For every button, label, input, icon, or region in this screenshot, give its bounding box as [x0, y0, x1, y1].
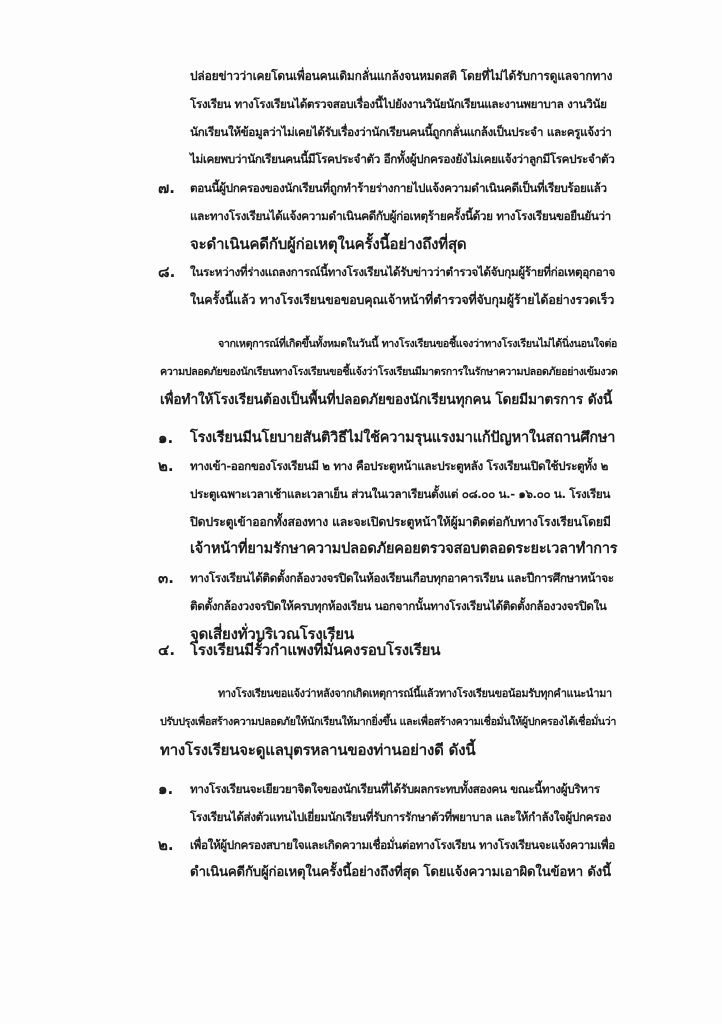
- list-number: ๗.: [158, 179, 175, 197]
- list-item-line: จะดำเนินคดีกับผู้ก่อเหตุในครั้งนี้อย่างถึงที่สุด: [190, 234, 467, 253]
- list-number: ๒.: [158, 836, 174, 854]
- list-item-line: ทางเข้า-ออกของโรงเรียนมี ๒ ทาง คือประตูหน้าและประตูหลัง โรงเรียนเปิดใช้ประตูทั้ง ๒: [190, 459, 608, 473]
- paragraph-line: จากเหตุการณ์ที่เกิดขึ้นทั้งหมดในวันนี้ ทางโรงเรียนขอชี้แจงว่าทางโรงเรียนไม่ได้นิ่งนอนใจต่อ: [218, 337, 617, 350]
- list-item-line: เพื่อให้ผู้ปกครองสบายใจและเกิดความเชื่อมั่นต่อทางโรงเรียน ทางโรงเรียนจะแจ้งความเพื่อ: [190, 838, 615, 852]
- list-item-line: ปิดประตูเข้าออกทั้งสองทาง และจะเปิดประตูหน้าให้ผู้มาติดต่อกับทางโรงเรียนโดยมี: [190, 514, 611, 529]
- paragraph-line: ไม่เคยพบว่านักเรียนคนนี้มีโรคประจำตัว อีกทั้งผู้ปกครองยังไม่เคยแจ้งว่าลูกมีโรคประจำตัว: [190, 152, 615, 167]
- list-number: ๑.: [158, 780, 174, 798]
- list-item-line: ตอนนี้ผู้ปกครองของนักเรียนที่ถูกทำร้ายร่างกายไปแจ้งความดำเนินคดีเป็นที่เรียบร้อยแล้ว: [190, 181, 607, 195]
- paragraph-line: โรงเรียน ทางโรงเรียนได้ตรวจสอบเรื่องนี้ไปยังงานวินัยนักเรียนและงานพยาบาล งานวินัย: [190, 96, 607, 111]
- list-number: ๔.: [158, 641, 176, 659]
- paragraph-line: ทางโรงเรียนขอแจ้งว่าหลังจากเกิดเหตุการณ์นี้แล้วทางโรงเรียนขอน้อมรับทุกคำแนะนำมา: [218, 687, 612, 700]
- paragraph-line: ทางโรงเรียนจะดูแลบุตรหลานของท่านอย่างดี ดังนี้: [160, 740, 476, 759]
- paragraph-line: นักเรียนให้ข้อมูลว่าไม่เคยได้รับเรื่องว่านักเรียนคนนี้ถูกกลั่นแกล้งเป็นประจำ และครูแจ้งว่า: [190, 124, 612, 139]
- list-number: ๓.: [158, 569, 174, 587]
- list-item-line: ในระหว่างที่ร่างแถลงการณ์นี้ทางโรงเรียนได้รับข่าวว่าตำรวจได้จับกุมผู้ร้ายที่ก่อเหตุอุกอาจ: [190, 265, 615, 279]
- list-item-line: ทางโรงเรียนจะเยียวยาจิตใจของนักเรียนที่ได้รับผลกระทบทั้งสองคน ขณะนี้ทางผู้บริหาร: [190, 782, 600, 796]
- paragraph-line: ปรับปรุงเพื่อสร้างความปลอดภัยให้นักเรียนให้มากยิ่งขึ้น และเพื่อสร้างความเชื่อมั่นให้ผู้ปกครองได้เชื่อมั่นว่า: [160, 714, 617, 728]
- list-item-line: โรงเรียนมีรั้วกำแพงที่มั่นคงรอบโรงเรียน: [190, 641, 441, 659]
- list-item-line: ในครั้งนี้แล้ว ทางโรงเรียนขอขอบคุณเจ้าหน้าที่ตำรวจที่จับกุมผู้ร้ายได้อย่างรวดเร็ว: [190, 291, 615, 307]
- list-number: ๒.: [158, 457, 174, 475]
- list-item-line: ทางโรงเรียนได้ติดตั้งกล้องวงจรปิดในห้องเรียนเกือบทุกอาคารเรียน และปีการศึกษาหน้าจะ: [190, 571, 614, 585]
- list-number: ๑.: [158, 429, 174, 447]
- paragraph-line: ความปลอดภัยของนักเรียนทางโรงเรียนขอชี้แจ้งว่าโรงเรียนมีมาตรการในรักษาความปลอดภัยอย่างเข้มงวด: [160, 364, 618, 378]
- paragraph-line: เพื่อทำให้โรงเรียนต้องเป็นพื้นที่ปลอดภัยของนักเรียนทุกคน โดยมีมาตรการ ดังนี้: [160, 391, 613, 408]
- list-item-line: ดำเนินคดีกับผู้ก่อเหตุในครั้งนี้อย่างถึงที่สุด โดยแจ้งความเอาผิดในข้อหา ดังนี้: [190, 864, 611, 880]
- list-item-line: จุดเสี่ยงทั่วบริเวณโรงเรียน: [190, 624, 354, 643]
- paragraph-line: ปล่อยข่าวว่าเคยโดนเพื่อนคนเดิมกลั่นแกล้งจนหมดสติ โดยที่ไม่ได้รับการดูแลจากทาง: [190, 69, 613, 83]
- list-item-line: เจ้าหน้าที่ยามรักษาความปลอดภัยคอยตรวจสอบตลอดระยะเวลาทำการ: [190, 541, 618, 558]
- list-item-line: โรงเรียนมีนโยบายสันติวิธีไม่ใช้ความรุนแรงมาแก้ปัญหาในสถานศึกษา: [190, 430, 616, 446]
- list-number: ๘.: [158, 263, 176, 281]
- list-item-line: ติดตั้งกล้องวงจรปิดให้ครบทุกห้องเรียน นอกจากนั้นทางโรงเรียนได้ติดตั้งกล้องวงจรปิดใน: [190, 598, 607, 613]
- list-item-line: โรงเรียนได้ส่งตัวแทนไปเยี่ยมนักเรียนที่รับการรักษาตัวที่พยาบาล และให้กำลังใจผู้ปกครอง: [190, 809, 612, 824]
- list-item-line: และทางโรงเรียนได้แจ้งความดำเนินคดีกับผู้ก่อเหตุร้ายครั้งนี้ด้วย ทางโรงเรียนขอยืนยันว่า: [190, 208, 611, 223]
- list-item-line: ประตูเฉพาะเวลาเช้าและเวลาเย็น ส่วนในเวลาเรียนตั้งแต่ ๐๘.๐๐ น.- ๑๖.๐๐ น. โรงเรียน: [190, 486, 610, 501]
